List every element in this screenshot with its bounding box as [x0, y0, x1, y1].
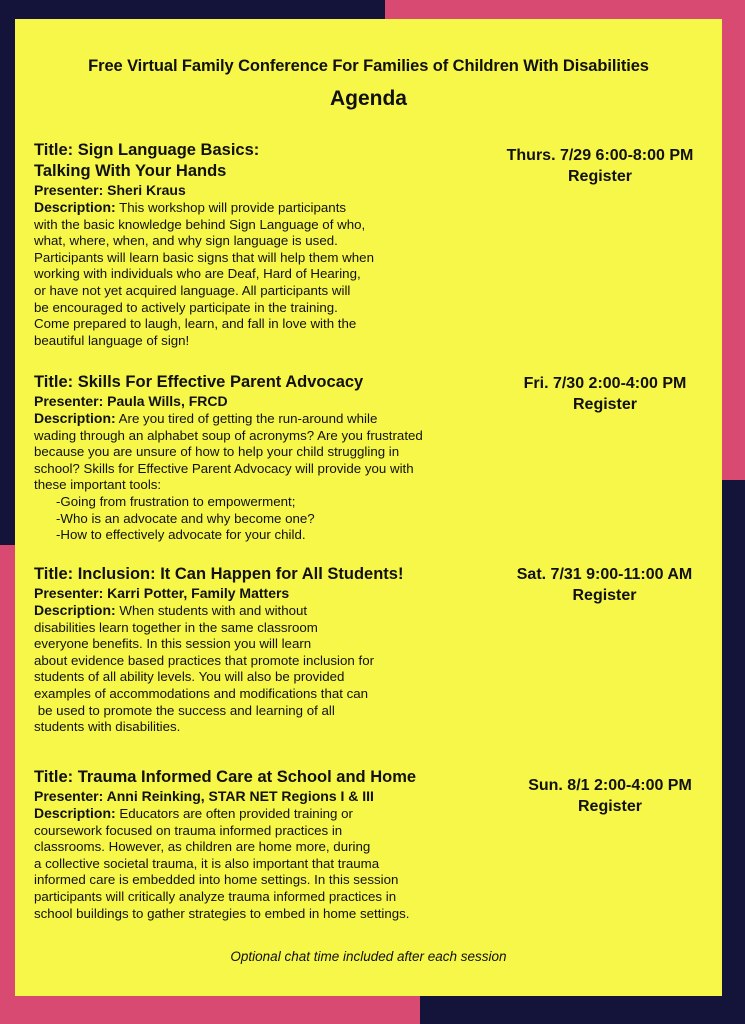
conference-title: Free Virtual Family Conference For Families of Children With Disabilities: [88, 57, 649, 75]
session-presenter: Presenter: Sheri Kraus: [34, 182, 186, 198]
session-title: Title: Trauma Informed Care at School and Home: [34, 768, 417, 786]
session-title: Title: Skills For Effective Parent Advocacy: [34, 373, 364, 391]
session-4-schedule: [505, 775, 715, 817]
session-description: Description: When students with and without disabilities learn together in the same classroom everyone benefits. In this session you will learn about evidence based practices that promote inclusion for students of all ability levels. You will also be provided examples of accommodations and modifications that can be used to promote the success and learning of all students with disabilities.: [34, 602, 375, 735]
session-datetime: Sun. 8/1 2:00-4:00 PM: [528, 777, 692, 794]
session-description: Description: Are you tired of getting the run-around while wading through an alphabet soup of acronyms? Are you frustrated because you are unsure of how to help your child struggling in school? Skills for Effective Parent Advocacy will provide you with these important tools: -Going from frustration to empowerment; -Who is an advocate and why become one? -How to effectively advocate for your child.: [34, 410, 694, 544]
session-title: Title: Inclusion: It Can Happen for All Students!: [34, 565, 404, 583]
session-description: Description: Educators are often provided training or coursework focused on trauma informed practices in classrooms. However, as children are home more, during a collective societal trauma, it is also important that trauma informed care is embedded into home settings. In this session participants will critically analyze trauma informed practices in school buildings to gather strategies to embed in home settings.: [34, 805, 410, 921]
session-presenter: Presenter: Anni Reinking, STAR NET Regions I & III: [34, 788, 374, 804]
session-3-schedule: [487, 564, 722, 606]
pink-top-band: [385, 0, 745, 19]
bullet-item: -Going from frustration to empowerment;: [56, 493, 296, 509]
bullet-item: -How to effectively advocate for your child.: [56, 527, 306, 543]
session-description: Description: This workshop will provide participants with the basic knowledge behind Sign Language of who, what, where, when, and why sign language is used. Participants will learn basic signs that will help them when working with individuals who are Deaf, Hard of Hearing, or have not yet acquired language. All participants will be encouraged to actively participate in the training. Come prepared to laugh, learn, and fall in love with the beautiful language of sign!: [34, 199, 374, 348]
session-presenter: Presenter: Paula Wills, FRCD: [34, 393, 228, 409]
session-datetime: Thurs. 7/29 6:00-8:00 PM: [506, 147, 694, 164]
register-link[interactable]: Register: [572, 396, 638, 413]
register-link[interactable]: Register: [567, 168, 633, 185]
agenda-heading: Agenda: [329, 87, 407, 110]
flyer-panel: [15, 19, 722, 996]
pink-bottom-band: [0, 996, 420, 1024]
navy-corner-shape: [0, 0, 380, 19]
session-datetime: Sat. 7/31 9:00-11:00 AM: [516, 566, 693, 583]
register-link[interactable]: Register: [572, 587, 637, 604]
session-presenter: Presenter: Karri Potter, Family Matters: [34, 585, 290, 601]
pink-right-band: [722, 0, 745, 480]
session-2-schedule: [495, 373, 715, 415]
session-1-schedule: [485, 145, 715, 187]
session-title: Title: Sign Language Basics: Talking With Your Hands: [34, 141, 260, 180]
bullet-item: -Who is an advocate and why become one?: [56, 510, 315, 526]
register-link[interactable]: Register: [577, 798, 643, 815]
pink-left-band: [0, 545, 15, 1024]
session-datetime: Fri. 7/30 2:00-4:00 PM: [523, 375, 687, 392]
chat-time-note: Optional chat time included after each session: [230, 949, 507, 964]
